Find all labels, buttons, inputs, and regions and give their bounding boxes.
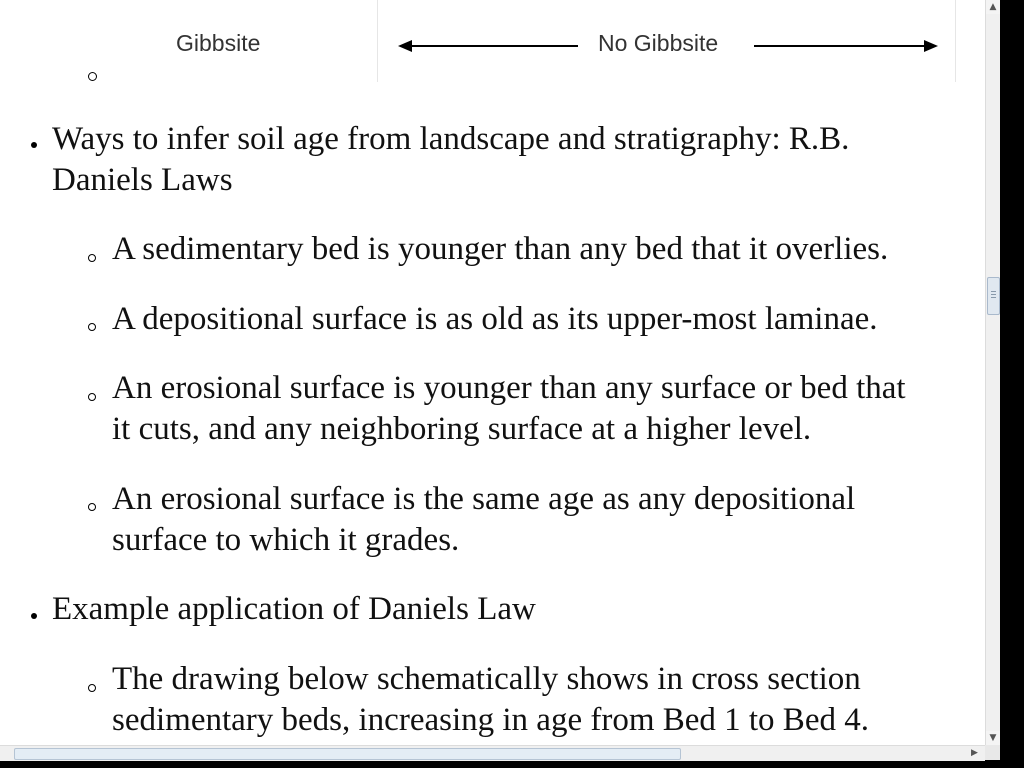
scrollbar-corner bbox=[985, 745, 1000, 760]
figure-divider bbox=[377, 0, 378, 82]
list-item-line: sedimentary beds, increasing in age from Bed 1 to Bed 4. bbox=[112, 702, 869, 738]
empty-list-bullet bbox=[88, 72, 97, 81]
horizontal-scrollbar[interactable] bbox=[0, 745, 985, 761]
bullet-dot-icon bbox=[31, 613, 37, 619]
arrow-line-right bbox=[754, 45, 926, 47]
grip-line bbox=[991, 297, 996, 298]
grip-line bbox=[991, 291, 996, 292]
sub-bullet-circle-icon bbox=[88, 323, 96, 331]
list-item-line: it cuts, and any neighboring surface at a higher level. bbox=[112, 411, 812, 447]
list-item bbox=[52, 119, 952, 201]
arrow-right-icon bbox=[924, 40, 938, 52]
chevron-down-icon[interactable]: ▼ bbox=[986, 731, 1000, 745]
list-item-line: surface to which it grades. bbox=[112, 522, 460, 558]
sub-bullet-circle-icon bbox=[88, 503, 96, 511]
list-item-line: Ways to infer soil age from landscape and stratigraphy: R.B. bbox=[52, 121, 850, 157]
list-item-line: Example application of Daniels Law bbox=[52, 591, 536, 627]
list-item-line: A sedimentary bed is younger than any bed that it overlies. bbox=[112, 231, 889, 267]
scroll-thumb[interactable] bbox=[14, 748, 681, 760]
bullet-dot-icon bbox=[31, 142, 37, 148]
list-item-line: An erosional surface is younger than any surface or bed that bbox=[112, 370, 906, 406]
sub-bullet-circle-icon bbox=[88, 254, 96, 262]
list-item-line: A depositional surface is as old as its upper-most laminae. bbox=[112, 301, 878, 337]
gibbsite-figure bbox=[0, 0, 985, 80]
sub-list-item bbox=[112, 479, 972, 561]
chevron-up-icon[interactable]: ▲ bbox=[986, 0, 1000, 14]
sub-list-item bbox=[112, 659, 972, 741]
scroll-thumb[interactable] bbox=[987, 277, 1000, 315]
arrow-line-left bbox=[410, 45, 578, 47]
chevron-right-icon[interactable]: ▶ bbox=[971, 748, 978, 758]
sub-list-item bbox=[112, 229, 972, 270]
sub-list-item bbox=[112, 299, 972, 340]
sub-bullet-circle-icon bbox=[88, 393, 96, 401]
no-gibbsite-label: No Gibbsite bbox=[598, 30, 719, 56]
sub-bullet-circle-icon bbox=[88, 684, 96, 692]
list-item-line: An erosional surface is the same age as any depositional bbox=[112, 481, 856, 517]
grip-line bbox=[991, 294, 996, 295]
list-item-line: Daniels Laws bbox=[52, 162, 233, 198]
list-item bbox=[52, 589, 952, 630]
figure-divider bbox=[955, 0, 956, 82]
gibbsite-label: Gibbsite bbox=[176, 30, 261, 56]
sub-list-item bbox=[112, 368, 972, 450]
vertical-scrollbar[interactable] bbox=[985, 0, 1000, 745]
list-item-line: The drawing below schematically shows in cross section bbox=[112, 661, 861, 697]
